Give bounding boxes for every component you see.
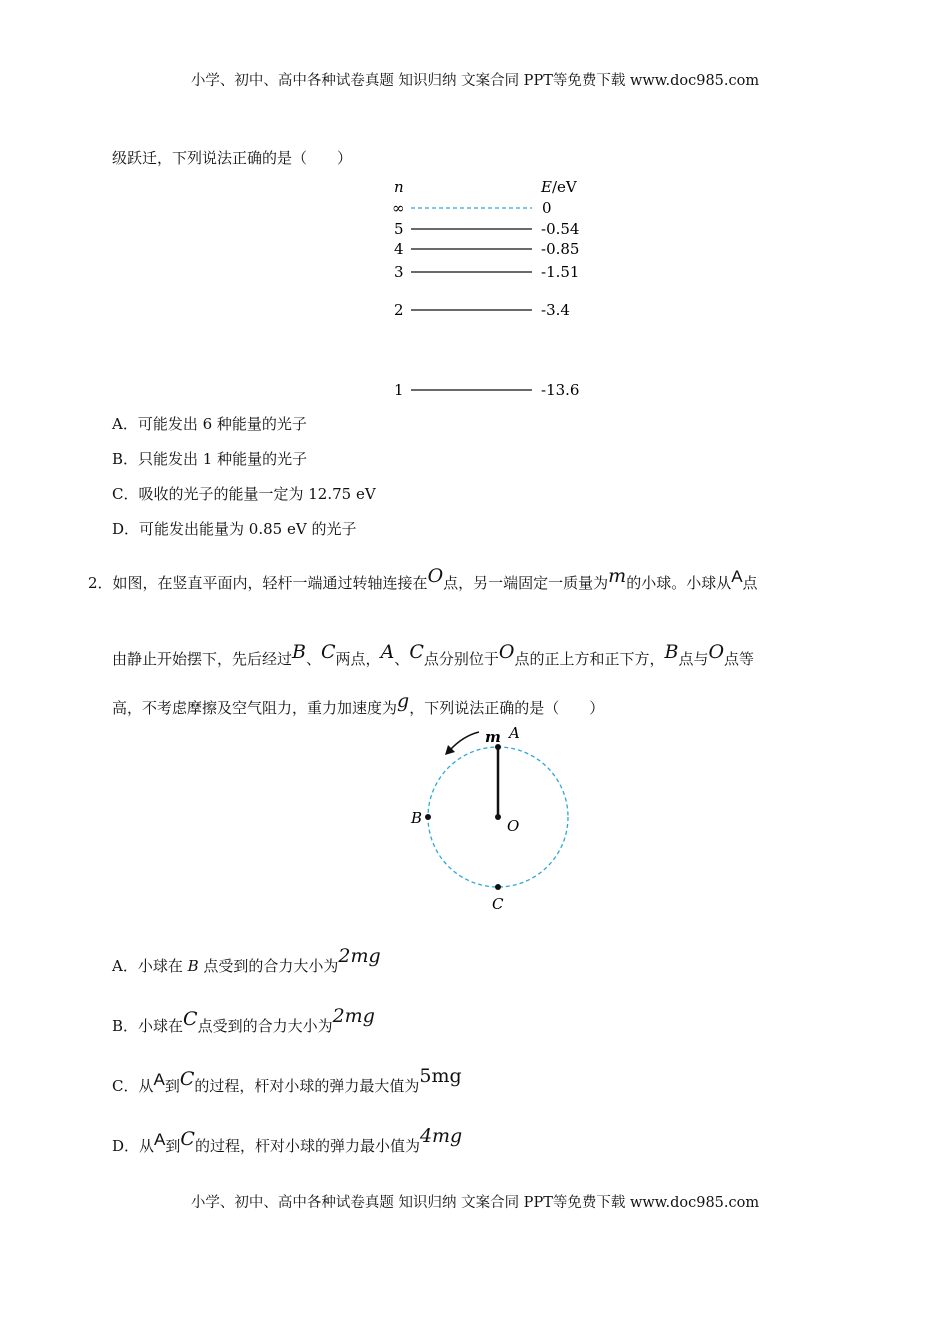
level-n-label: 4 (394, 240, 404, 258)
point-c (495, 884, 501, 890)
level-e-label: 0 (542, 199, 552, 217)
q2-stem-line2: 由静止开始摆下，先后经过B、C两点，A、C点分别位于O点的正上方和正下方，B点与O点等 (112, 641, 755, 668)
level-2 (394, 301, 570, 319)
point-b (425, 814, 431, 820)
rotation-arrow-icon (450, 732, 479, 750)
energy-level-diagram (380, 172, 610, 402)
q1-option-d: D．可能发出能量为 0.85 eV 的光子 (112, 520, 357, 538)
level-infinity (392, 199, 552, 217)
level-n-label: 2 (394, 301, 404, 319)
n-axis-label: n (394, 178, 404, 196)
level-n-label: 3 (394, 263, 404, 281)
page-header: 小学、初中、高中各种试卷真题 知识归纳 文案合同 PPT等免费下载 www.doc985.com (190, 73, 760, 89)
label-b: B (411, 809, 423, 827)
q1-option-c: C．吸收的光子的能量一定为 12.75 eV (112, 485, 376, 503)
level-e-label: -0.54 (541, 220, 580, 238)
level-1 (394, 381, 579, 399)
label-c: C (492, 895, 504, 913)
q2-option-d: D．从A到C的过程，杆对小球的弹力最小值为4mg (112, 1125, 463, 1155)
level-n-label: 1 (394, 381, 404, 399)
level-e-label: -13.6 (541, 381, 580, 399)
q2-option-b: B．小球在C点受到的合力大小为2mg (112, 1005, 375, 1035)
question-number: 2． (88, 574, 113, 592)
q1-option-a: A．可能发出 6 种能量的光子 (112, 415, 307, 433)
page-footer: 小学、初中、高中各种试卷真题 知识归纳 文案合同 PPT等免费下载 www.doc985.com (190, 1195, 760, 1211)
level-5 (394, 220, 579, 238)
q2-option-c: C．从A到C的过程，杆对小球的弹力最大值为5mg (112, 1065, 462, 1095)
q1-option-b: B．只能发出 1 种能量的光子 (112, 450, 308, 468)
level-n-label: 5 (394, 220, 404, 238)
q2-stem-line1: 2．如图，在竖直平面内，轻杆一端通过转轴连接在O点，另一端固定一质量为m的小球。小球从A点 (88, 565, 758, 592)
pivot-point-o (495, 814, 501, 820)
q2-option-a: A．小球在 B 点受到的合力大小为2mg (112, 945, 381, 975)
q2-stem-line3: 高，不考虑摩擦及空气阻力，重力加速度为g，下列说法正确的是（ ） (112, 690, 605, 717)
level-e-label: -0.85 (541, 240, 580, 258)
q1-stem-tail: 级跃迁，下列说法正确的是（ ） (112, 149, 353, 167)
label-m: m (485, 728, 501, 746)
energy-axis-label: E/eV (541, 178, 577, 196)
level-4 (394, 240, 579, 258)
level-e-label: -1.51 (541, 263, 580, 281)
level-n-label: ∞ (392, 199, 405, 217)
pendulum-figure (400, 722, 590, 917)
label-a: A (509, 724, 520, 742)
level-3 (394, 263, 579, 281)
level-e-label: -3.4 (541, 301, 570, 319)
label-o: O (507, 817, 520, 835)
